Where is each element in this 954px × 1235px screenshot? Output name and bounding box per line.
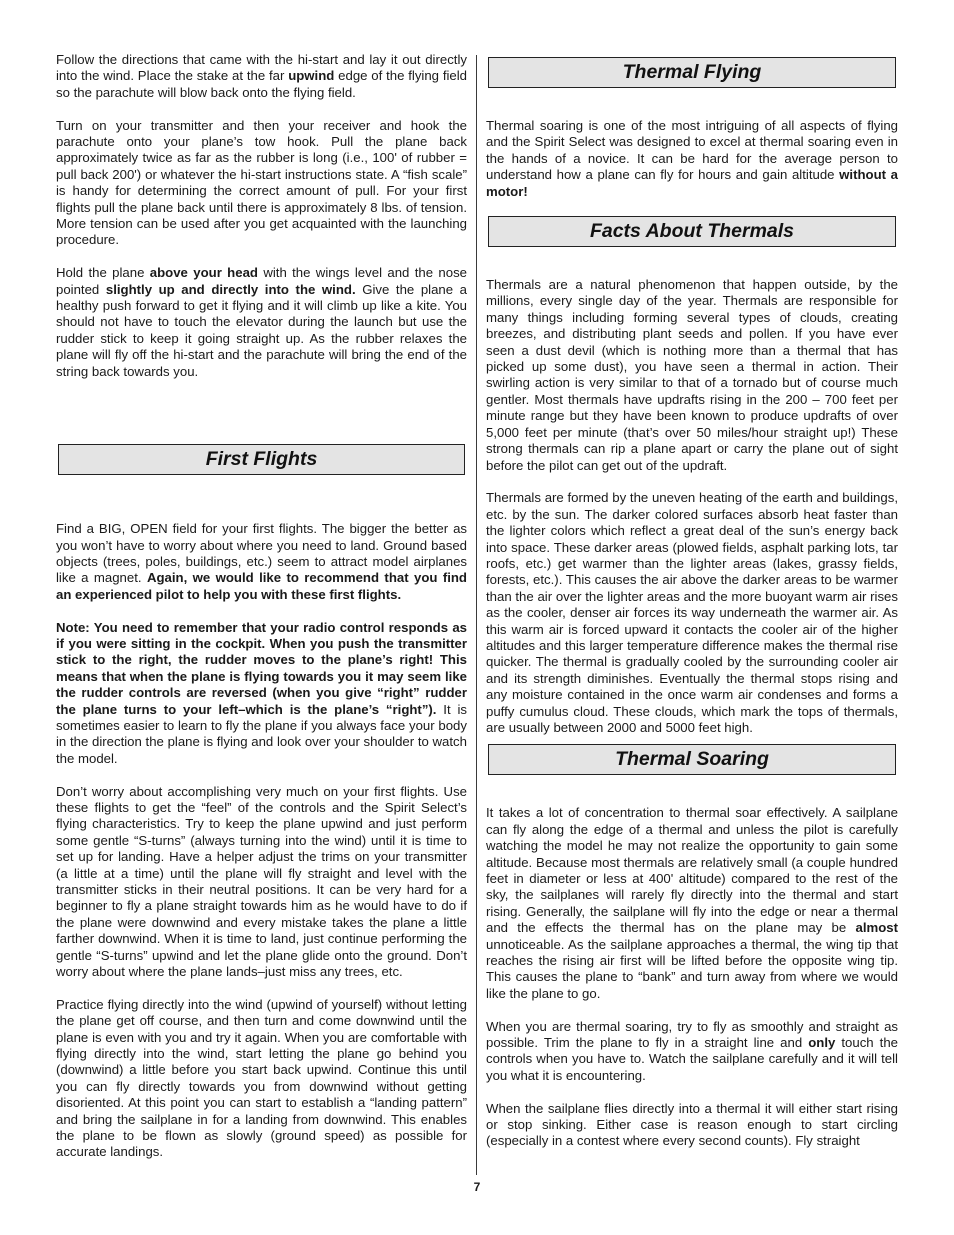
text-run: It is sometimes easier to learn to fly the plane if you always face your body in the direction the plane is flying and look over your shoulder to watch the model.	[56, 701, 467, 766]
left-column	[56, 52, 467, 1177]
bold-text-run: upwind	[288, 68, 335, 84]
bold-text-run: slightly up and directly into the wind.	[105, 281, 356, 297]
text-run: Follow the directions that came with the hi-start and lay it out directly into the wind. Place the stake at the far	[56, 52, 467, 84]
paragraph-thermal-intro	[486, 118, 898, 200]
text-run: edge of the flying field so the parachute will blow back onto the flying field.	[56, 68, 468, 100]
column-divider	[476, 55, 477, 1175]
bold-text-run: Again, we would like to recommend that you find an experienced pilot to help you with these first flights.	[56, 570, 467, 602]
text-run: touch the controls when you have to. Watch the sailplane carefully and it will tell you what it is encountering.	[486, 1035, 898, 1083]
bold-text-run: above your head	[149, 265, 258, 281]
paragraph-practice-upwind	[56, 997, 467, 1161]
bold-text-run: almost	[855, 920, 898, 936]
text-run: Find a BIG, OPEN field for your first flights. The bigger the better as you won’t have to worry about where you need to land. Ground based objects (trees, poles, buildings, etc.) seem to attract model airplanes like a magnet.	[56, 521, 467, 586]
heading-first-flights: First Flights	[58, 444, 465, 475]
text-run: Don’t worry about accomplishing very much on your first flights. Use these flights to get the “feel” of the controls and the Spirit Select’s flying characteristics. Try to keep the plane upwind and just perform some gentle “S-turns” (always turning into the wind) until it is time to set up for landing. Have a helper adjust the trims on your transmitter (a little at a time) until the plane will fly straight and level with the transmitter sticks in their neutral positions. It can be very hard for a beginner to fly a plane straight towards him as he would have to do if the plane were downwind and every mistake takes the plane a little farther downwind. When it is time to land, just continue performing the gentle “S-turns” upwind and let the plane glide onto the ground. Don’t worry about where the plane lands–just miss any trees, etc.	[56, 783, 467, 980]
text-run: unnoticeable. As the sailplane approaches a thermal, the wing tip that reaches the rising air first will be lifted before the opposite wing tip. This causes the plane to “bank” and turn away from where we would like the plane to go.	[486, 936, 898, 1001]
paragraph-launch	[56, 265, 467, 380]
paragraph-radio-note	[56, 620, 467, 768]
paragraph-thermal-formation	[486, 490, 898, 736]
heading-thermal-flying: Thermal Flying	[488, 57, 896, 88]
text-run: Thermal soaring is one of the most intriguing of all aspects of flying and the Spirit Select was designed to excel at thermal soaring even in the hands of a novice. It can be hard for the average person to understand how a plane can fly for hours and gain altitude	[486, 118, 898, 183]
right-column	[486, 52, 898, 1166]
text-run: Give the plane a healthy push forward to get it flying and it will climb up like a kite. You should not have to touch the elevator during the launch but use the rudder stick to keep it going straight up. As the rubber relaxes the plane will fly off the hi-start and the parachute will bring the end of the string back towards you.	[56, 281, 467, 379]
text-run: with the wings level and the nose pointed	[56, 265, 467, 297]
bold-text-run: only	[808, 1035, 836, 1051]
paragraph-first-flights-feel	[56, 784, 467, 981]
heading-thermal-soaring: Thermal Soaring	[488, 744, 896, 775]
text-run: It takes a lot of concentration to thermal soar effectively. A sailplane can fly along the edge of a thermal and unless the pilot is carefully watching the model he may not realize the opportunity to gain some altitude. Because most thermals are relatively small (a couple hundred feet in diameter or less at 400' altitude) compared to the rest of the sky, the sailplanes will rarely fly directly into the thermal and start rising. Generally, the sailplane will fly into the edge or near a thermal and the effects the thermal has on the plane may be	[486, 805, 898, 936]
text-run: Turn on your transmitter and then your receiver and hook the parachute onto your plane’s tow hook. Pull the plane back approximately twice as far as the rubber is long (i.e., 100' of rubber = pull back 200') or whatever the hi-start instructions state. A “fish scale” is handy for determining the correct amount of pull. For your first flights pull the plane back until there is approximately 8 lbs. of tension. More tension can be used after you get acquainted with the launching procedure.	[56, 117, 467, 248]
paragraph-smooth-flying	[486, 1019, 898, 1085]
paragraph-into-thermal	[486, 1101, 898, 1150]
bold-text-run: without a motor!	[486, 167, 899, 199]
paragraph-thermal-phenomenon	[486, 277, 898, 474]
bold-text-run: Note: You need to remember that your radio control responds as if you were sitting in the cockpit. When you push the transmitter stick to the right, the rudder moves to the plane’s right! This means that when the plane is flying towards you it may seem like the rudder controls are reversed (when you give “right” rudder the plane turns to your left–which is the plane’s “right”).	[56, 619, 467, 717]
paragraph-hi-start-setup	[56, 52, 467, 101]
paragraph-tow-hook	[56, 118, 467, 249]
paragraph-concentration	[486, 805, 898, 1002]
text-run: Thermals are formed by the uneven heating of the earth and buildings, etc. by the sun. The darker colored surfaces absorb heat faster than the lighter colors which reflect a great deal of the sun’s energy back into space. These darker areas (plowed fields, asphalt parking lots, tar roofs, etc.) get warmer than the lighter areas (lakes, grassy fields, forests, etc.). This causes the air above the darker areas to be warmer than the air over the lighter areas and the more buoyant warm air rises as the cooler, denser air forces its way underneath the warmer air. As this warm air is forced upward it contacts the cooler air of the higher altitudes and this larger temperature difference makes the thermal rise quicker. The thermal is gradually cooled by the surrounding cooler air and its strength diminishes. Eventually the thermal stops rising and any moisture contained in the once warm air condenses and forms a puffy cumulus cloud. These clouds, which mark the tops of thermals, are usually between 2000 and 5000 feet high.	[486, 490, 898, 735]
text-run: When you are thermal soaring, try to fly as smoothly and straight as possible. Trim the plane to fly in a straight line and	[486, 1018, 898, 1051]
page-number: 7	[473, 1180, 481, 1194]
text-run: Hold the plane	[56, 265, 150, 281]
heading-facts-about-thermals: Facts About Thermals	[488, 216, 896, 247]
text-run: When the sailplane flies directly into a thermal it will either start rising or stop sinking. Either case is reason enough to start circling (especially in a contest where every second counts). Fly straight	[486, 1100, 898, 1149]
text-run: Practice flying directly into the wind (upwind of yourself) without letting the plane get off course, and then turn and come downwind until the plane is even with you and try it again. When you are comfortable with flying directly into the wind, start letting the plane go behind you (downwind) a little before you start back upwind. Continue this until you can fly directly towards you from downwind without getting disoriented. At this point you can start to establish a “landing pattern” and bring the sailplane in for a landing from downwind. This enables the plane to be flown as slowly (ground speed) as possible for accurate landings.	[56, 996, 467, 1160]
paragraph-open-field	[56, 521, 467, 603]
text-run: Thermals are a natural phenomenon that happen outside, by the millions, every single day of the year. Thermals are responsible for many things including forming several types of clouds, creating breezes, and distributing plant seeds and pollen. If you have ever seen a dust devil (which is nothing more than a thermal that has picked up some dust), you have seen a thermal in action. Their swirling action is very similar to that of a tornado but of course much gentler. Most thermals have updrafts rising in the 200 – 700 feet per minute range but they have been known to produce updrafts of over 5,000 feet per minute (that’s over 50 miles/hour straight up!) These strong thermals can rip a plane apart or carry the plane out of sight before the pilot can get out of the updraft.	[486, 277, 898, 473]
